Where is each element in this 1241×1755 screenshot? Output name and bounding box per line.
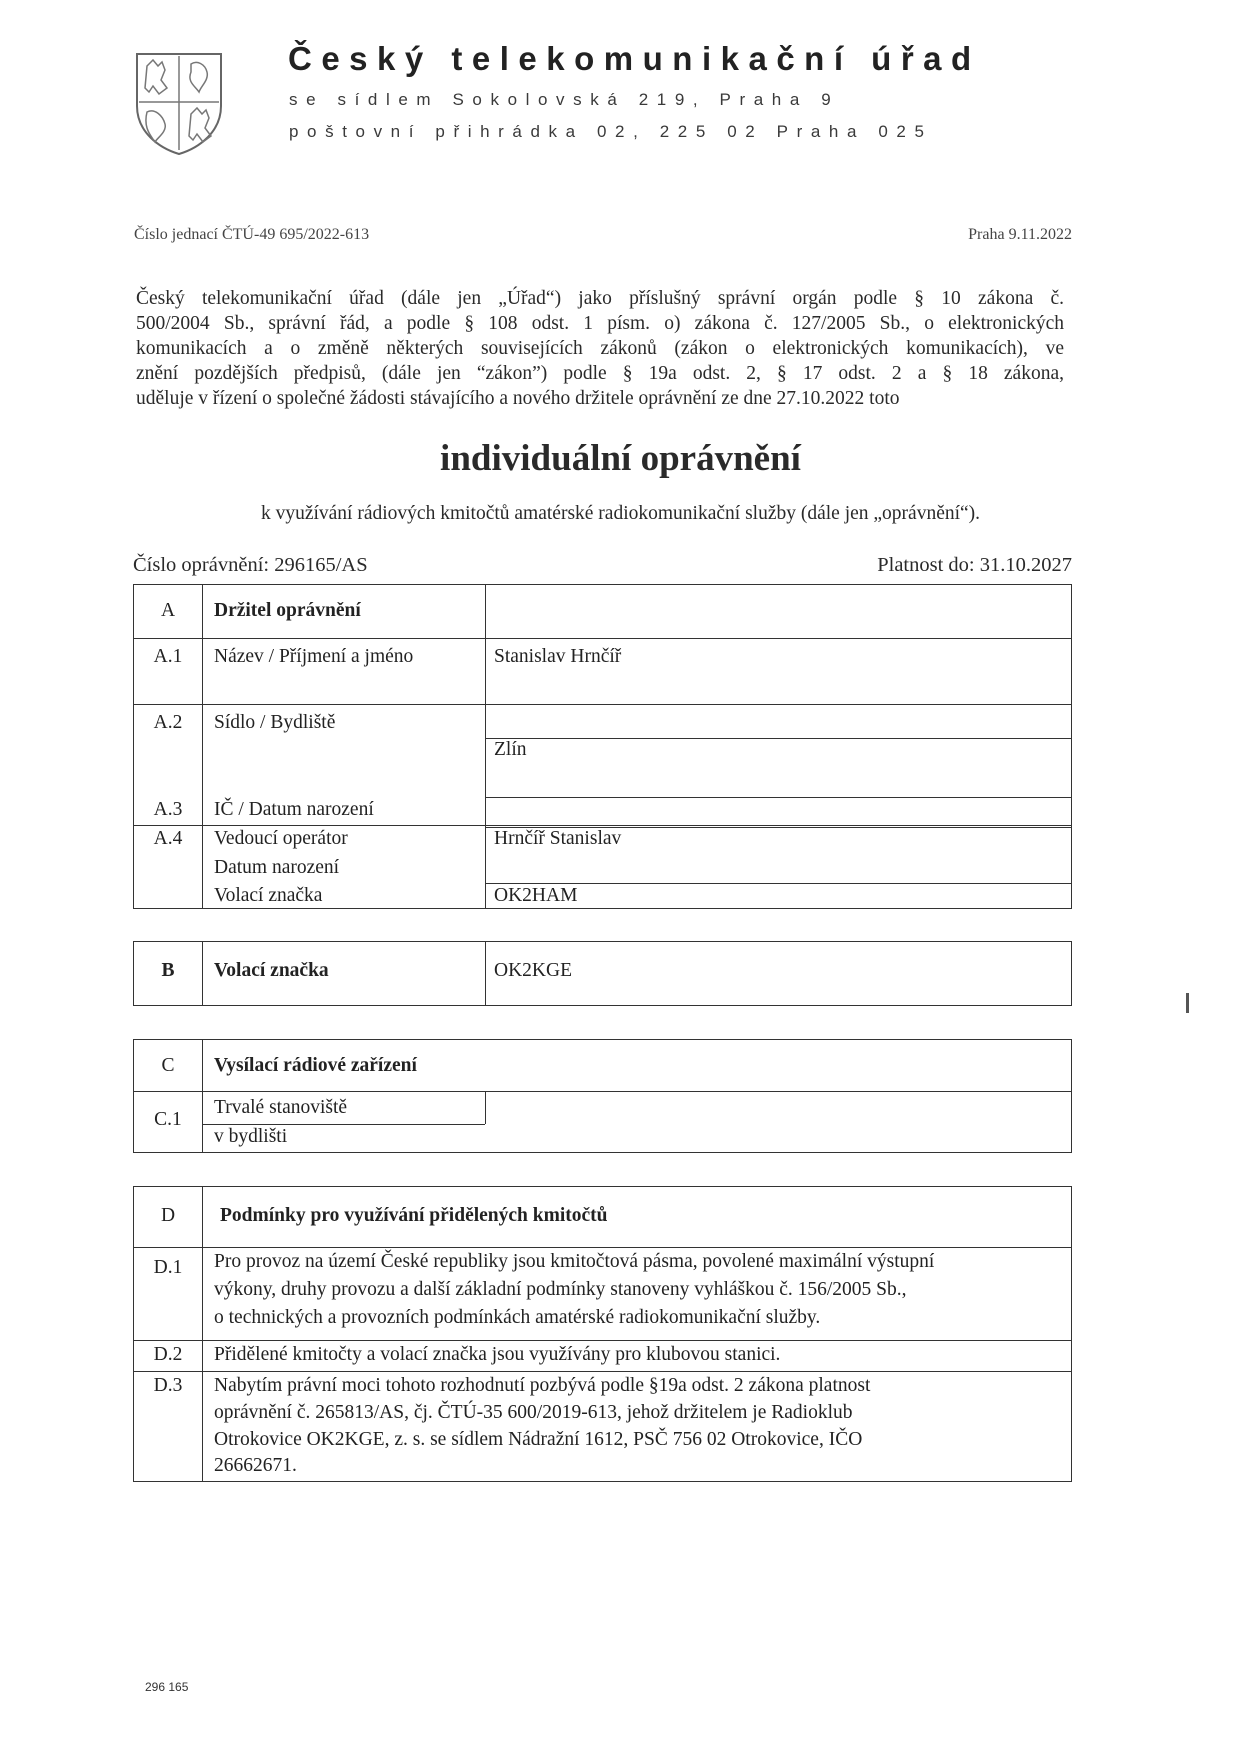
condition-line: Nabytím právní moci tohoto rozhodnutí pozbývá podle §19a odst. 2 zákona platnost xyxy=(214,1375,871,1396)
validity-date: Platnost do: 31.10.2027 xyxy=(877,554,1072,576)
condition-line: výkony, druhy provozu a další základní podmínky stanoveny vyhláškou č. 156/2005 Sb., xyxy=(214,1279,907,1300)
birth-date-label: Datum narození xyxy=(214,857,340,878)
document-title: individuální oprávnění xyxy=(440,438,801,479)
row-code: D.1 xyxy=(153,1257,183,1278)
condition-line: o technických a provozních podmínkách amatérské radiokomunikační služby. xyxy=(214,1307,821,1328)
section-heading: Podmínky pro využívání přidělených kmitočtů xyxy=(220,1205,608,1226)
margin-mark xyxy=(1186,993,1189,1013)
section-code: A xyxy=(160,600,176,621)
section-heading: Vysílací rádiové zařízení xyxy=(214,1055,417,1076)
holder-residence: Zlín xyxy=(494,739,527,760)
intro-line: uděluje v řízení o společné žádosti stávajícího a nového držitele oprávnění ze dne 27.10.2022 toto xyxy=(136,388,900,409)
section-code: B xyxy=(161,960,175,981)
office-address: se sídlem Sokolovská 219, Praha 9 xyxy=(289,90,840,109)
office-postbox: poštovní přihrádka 02, 225 02 Praha 025 xyxy=(289,122,933,141)
row-label: Vedoucí operátor xyxy=(214,828,348,849)
intro-paragraph xyxy=(136,286,1064,411)
condition-line: 26662671. xyxy=(214,1455,297,1476)
row-code: D.2 xyxy=(153,1344,183,1365)
section-code: D xyxy=(160,1205,176,1226)
intro-line: znění pozdějších předpisů, (dále jen “zákon”) podle § 19a odst. 2, § 17 odst. 2 a § 18 zákona, xyxy=(136,363,1064,384)
footer-number: 296 165 xyxy=(145,1680,189,1694)
operator-callsign: OK2HAM xyxy=(494,885,578,906)
reference-date: Praha 9.11.2022 xyxy=(968,226,1072,243)
condition-line: Přidělené kmitočty a volací značka jsou využívány pro klubovou stanici. xyxy=(214,1344,781,1365)
section-c-table xyxy=(133,1039,1072,1153)
row-label: v bydlišti xyxy=(214,1126,288,1147)
row-code: A.3 xyxy=(153,799,183,820)
intro-line: 500/2004 Sb., správní řád, a podle § 108 odst. 1 písm. o) zákona č. 127/2005 Sb., o elektronických xyxy=(136,313,1064,334)
intro-line: Český telekomunikační úřad (dále jen „Úřad“) jako příslušný správní orgán podle § 10 zákona č. xyxy=(136,288,1064,309)
row-label: Sídlo / Bydliště xyxy=(214,712,336,733)
intro-line: komunikacích a o změně některých souvisejících zákonů (zákon o elektronických komunikacích), ve xyxy=(136,338,1064,359)
row-label: IČ / Datum narození xyxy=(214,799,374,820)
row-code: A.1 xyxy=(153,646,183,667)
section-heading: Držitel oprávnění xyxy=(214,600,361,621)
station-callsign: OK2KGE xyxy=(494,960,572,981)
condition-line: oprávnění č. 265813/AS, čj. ČTÚ-35 600/2019-613, jehož držitelem je Radioklub xyxy=(214,1402,853,1423)
coat-of-arms-icon xyxy=(133,48,225,156)
office-name: Český telekomunikační úřad xyxy=(288,40,981,77)
section-d-table xyxy=(133,1186,1072,1482)
reference-number: Číslo jednací ČTÚ-49 695/2022-613 xyxy=(134,226,370,243)
section-code: C xyxy=(161,1055,175,1076)
row-code: A.4 xyxy=(153,828,183,849)
row-code: C.1 xyxy=(154,1109,182,1130)
holder-name: Stanislav Hrnčíř xyxy=(494,646,622,667)
permit-number: Číslo oprávnění: 296165/AS xyxy=(133,554,368,576)
condition-line: Pro provoz na území České republiky jsou kmitočtová pásma, povolené maximální výstupní xyxy=(214,1251,935,1272)
section-b-table xyxy=(133,941,1072,1006)
row-label: Trvalé stanoviště xyxy=(214,1097,348,1118)
condition-line: Otrokovice OK2KGE, z. s. se sídlem Nádražní 1612, PSČ 756 02 Otrokovice, IČO xyxy=(214,1429,863,1450)
row-code: D.3 xyxy=(153,1375,183,1396)
lead-operator: Hrnčíř Stanislav xyxy=(494,828,622,849)
callsign-label: Volací značka xyxy=(214,885,323,906)
row-label: Název / Příjmení a jméno xyxy=(214,646,414,667)
section-heading: Volací značka xyxy=(214,960,329,981)
row-code: A.2 xyxy=(153,712,183,733)
document-subtitle: k využívání rádiových kmitočtů amatérské radiokomunikační služby (dále jen „oprávnění“). xyxy=(260,503,981,524)
section-a-table xyxy=(133,584,1072,909)
